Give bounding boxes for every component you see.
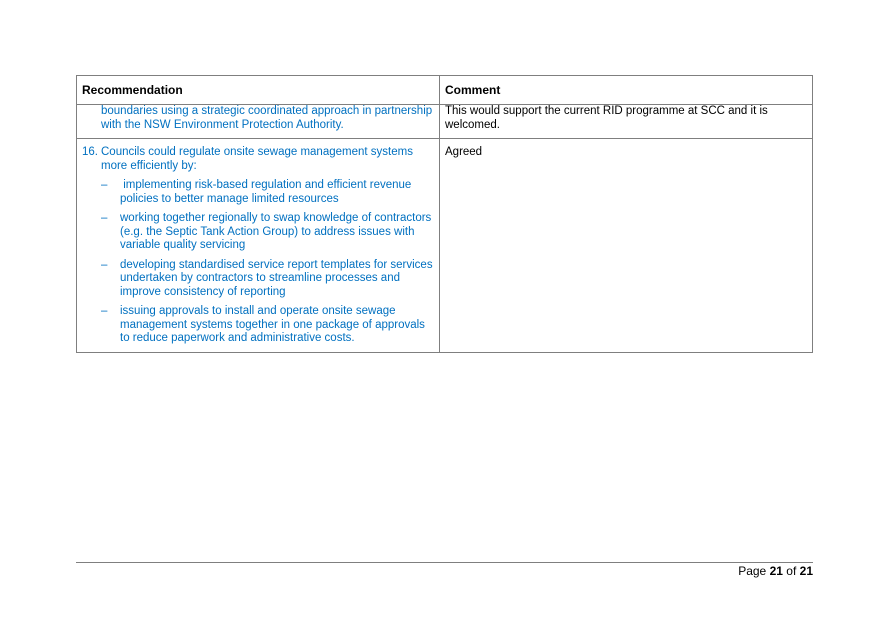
dash-marker: – [101,305,108,317]
bullet-item [82,305,433,346]
table-row [77,138,812,352]
page-total: 21 [799,564,813,578]
dash-marker: – [101,258,108,271]
dash-marker: – [101,179,108,191]
footer-divider [76,562,813,563]
page-current: 21 [769,564,783,578]
bullet-text: implementing risk-based regulation and efficient revenue policies to better manage limited resources [120,179,415,205]
bullet-text: working together regionally to swap knowledge of contractors (e.g. the Septic Tank Action Group) to address issues with variable quality servicing [120,212,432,251]
comment-cell: Agreed [445,146,483,158]
recommendations-table [76,75,813,353]
recommendation-cell: boundaries using a strategic coordinated approach in partnership with the NSW Environment Protection Authority. [77,105,440,138]
recommendation-item [82,146,433,173]
table-header-row [77,76,812,104]
item-intro: Councils could regulate onsite sewage management systems more efficiently by: [101,146,413,172]
item-number: 16. [82,146,98,158]
bullet-text: developing standardised service report templates for services undertaken by contractors to streamline processes and improve consistency of reporting [120,258,433,298]
table-row [77,104,812,138]
bullet-item [82,212,433,253]
bullet-item [82,179,433,206]
recommendation-cell [77,139,440,352]
page-of: of [786,564,797,578]
comment-cell: This would support the current RID programme at SCC and it is welcomed. [445,105,768,131]
bullet-item [82,259,433,300]
page-label: Page [738,564,767,578]
header-comment: Comment [445,83,501,97]
bullet-text: issuing approvals to install and operate onsite sewage management systems together in one package of approvals to reduce paperwork and administrative costs. [120,305,425,344]
page-number [738,564,813,578]
header-recommendation: Recommendation [77,76,440,104]
dash-marker: – [101,212,108,224]
